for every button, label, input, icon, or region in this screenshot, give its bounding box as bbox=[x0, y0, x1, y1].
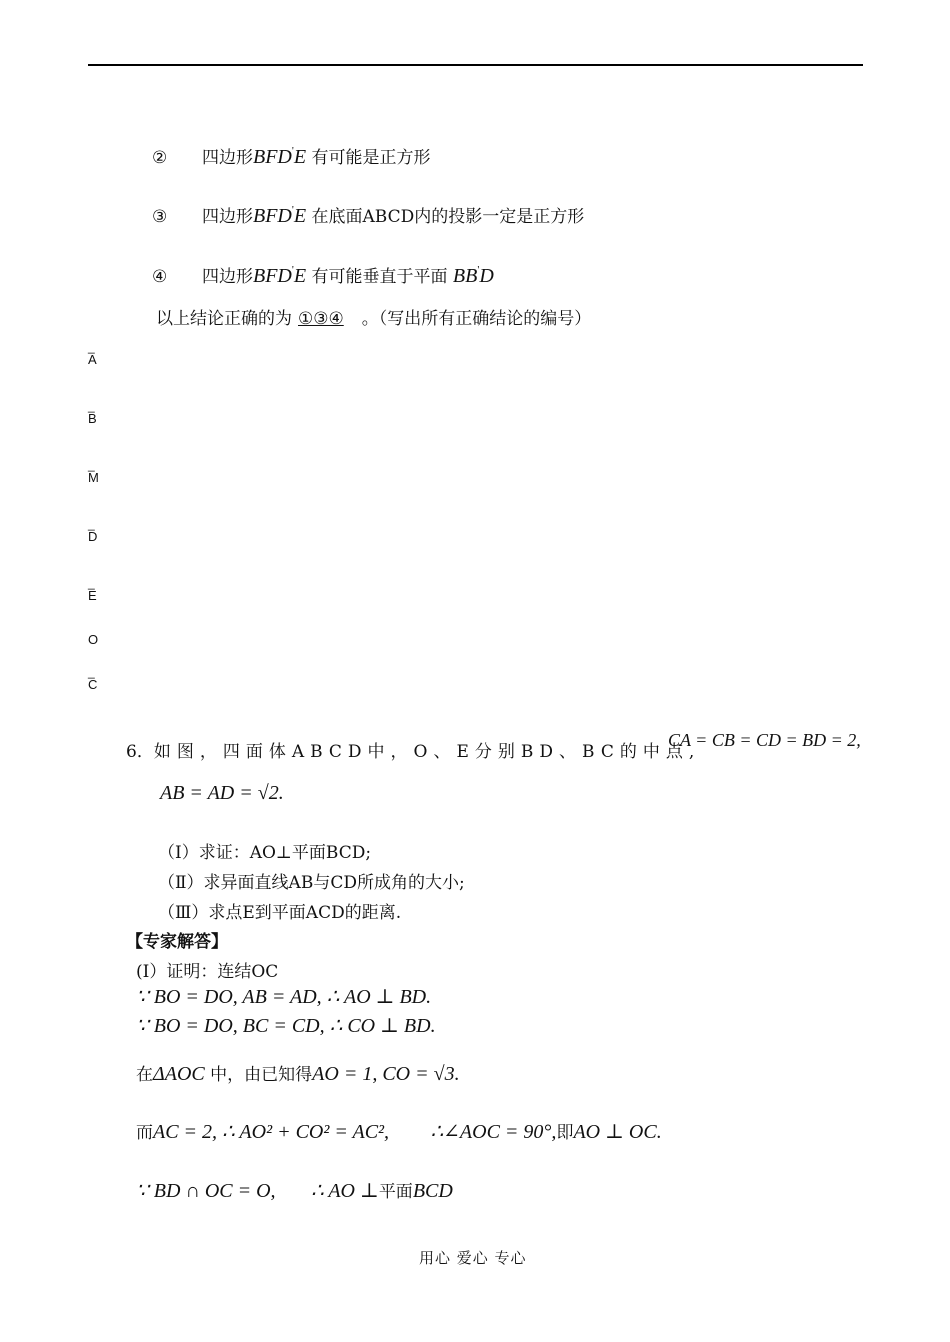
solution-step-2: ∵ BO = DO, AB = AD, ∴ AO ⊥ BD. bbox=[136, 986, 432, 1008]
question-3: （Ⅲ）求点E到平面ACD的距离. bbox=[158, 903, 402, 923]
problem-text: 如图，四面体ABCD中，O、E分别BD、BC的中点, bbox=[153, 742, 701, 762]
solution-step-1: (I）证明：连结OC bbox=[136, 962, 279, 982]
statement-3 bbox=[152, 202, 584, 228]
figure-label-m: _ M bbox=[88, 458, 99, 485]
statement-prefix: 四边形 bbox=[202, 148, 253, 168]
math-intersection: ∵ BD ∩ OC = O, bbox=[136, 1180, 276, 1202]
math-bbd: BB'D bbox=[452, 264, 494, 287]
conclusion-line bbox=[156, 304, 591, 329]
problem-condition-2: AB = AD = √2. bbox=[160, 782, 284, 804]
statement-text: 有可能是正方形 bbox=[311, 148, 431, 168]
math-triangle-aoc: ΔAOC bbox=[153, 1063, 205, 1085]
solution-step-4: 在ΔAOC 中，由已知得AO = 1, CO = √3. bbox=[136, 1063, 460, 1085]
math-ao-perp-oc: AO ⊥ OC. bbox=[573, 1121, 662, 1143]
page-footer: 用心 爱心 专心 bbox=[419, 1249, 527, 1267]
statement-number: ④ bbox=[152, 267, 168, 287]
solution-step-6: ∵ BD ∩ OC = O, ∴ AO ⊥平面BCD bbox=[136, 1180, 453, 1202]
math-bfde: BFD'E bbox=[253, 264, 307, 287]
math-bfde: BFD'E bbox=[253, 204, 307, 227]
problem-number: 6． bbox=[126, 742, 154, 762]
header-rule bbox=[88, 64, 863, 66]
figure-label-c: _ C bbox=[88, 665, 98, 692]
statement-2 bbox=[152, 143, 431, 169]
math-pythagoras: AC = 2, ∴ AO² + CO² = AC², bbox=[153, 1121, 390, 1143]
math-plane-bcd: BCD bbox=[412, 1180, 453, 1202]
question-1: （Ⅰ）求证：AO⊥平面BCD; bbox=[158, 843, 372, 863]
figure-label-a: _ A bbox=[88, 340, 97, 367]
math-bfde: BFD'E bbox=[253, 145, 307, 168]
solution-step-5: 而AC = 2, ∴ AO² + CO² = AC², ∴∠AOC = 90°,即AO ⊥ OC. bbox=[136, 1121, 662, 1143]
conclusion-prefix: 以上结论正确的为 bbox=[156, 309, 292, 329]
solution-step-3: ∵ BO = DO, BC = CD, ∴ CO ⊥ BD. bbox=[136, 1015, 436, 1037]
figure-label-o: O bbox=[88, 632, 99, 647]
figure-label-d: _ D bbox=[88, 517, 98, 544]
answer-blank: ①③④ bbox=[298, 309, 344, 329]
statement-prefix: 四边形 bbox=[202, 207, 253, 227]
statement-number: ③ bbox=[152, 207, 168, 227]
statement-text: 在底面ABCD内的投影一定是正方形 bbox=[311, 207, 585, 227]
problem-6 bbox=[126, 737, 700, 762]
math-ao-perp: ∴ AO ⊥ bbox=[310, 1180, 379, 1202]
statement-4 bbox=[152, 262, 494, 288]
problem-condition-1: CA = CB = CD = BD = 2, bbox=[668, 730, 861, 750]
figure-label-b: _ B bbox=[88, 399, 97, 426]
statement-number: ② bbox=[152, 148, 168, 168]
question-2: （Ⅱ）求异面直线AB与CD所成角的大小; bbox=[158, 873, 465, 893]
solution-heading: 【专家解答】 bbox=[126, 932, 228, 952]
statement-prefix: 四边形 bbox=[202, 267, 253, 287]
conclusion-suffix: 。（写出所有正确结论的编号） bbox=[361, 309, 592, 329]
statement-text: 有可能垂直于平面 bbox=[311, 267, 448, 287]
figure-label-e: _ E bbox=[88, 576, 97, 603]
math-angle-aoc: ∴∠AOC = 90°, bbox=[430, 1121, 557, 1143]
math-ao-co: AO = 1, CO = √3. bbox=[312, 1063, 460, 1085]
